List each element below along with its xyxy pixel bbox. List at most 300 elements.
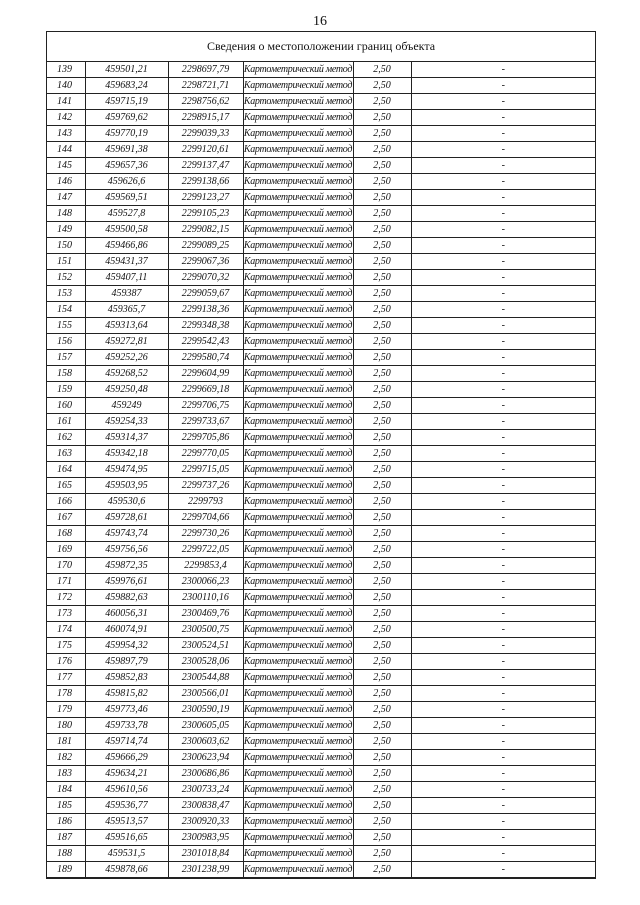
point-number-cell: 163 (47, 446, 85, 462)
point-number-cell: 189 (47, 862, 85, 878)
point-number-cell: 152 (47, 270, 85, 286)
point-number-cell: 160 (47, 398, 85, 414)
method-cell: Картометрический метод (243, 222, 353, 238)
method-cell: Картометрический метод (243, 654, 353, 670)
x-coordinate-cell: 459683,24 (85, 78, 168, 94)
y-coordinate-cell: 2299138,66 (168, 174, 243, 190)
method-cell: Картометрический метод (243, 158, 353, 174)
accuracy-cell: 2,50 (353, 62, 411, 78)
x-coordinate-cell: 459527,8 (85, 206, 168, 222)
accuracy-cell: 2,50 (353, 478, 411, 494)
method-cell: Картометрический метод (243, 862, 353, 878)
point-number-cell: 151 (47, 254, 85, 270)
y-coordinate-cell: 2299770,05 (168, 446, 243, 462)
point-number-cell: 157 (47, 350, 85, 366)
description-cell: - (411, 814, 595, 830)
table-row (47, 766, 595, 782)
y-coordinate-cell: 2299059,67 (168, 286, 243, 302)
y-coordinate-cell: 2300838,47 (168, 798, 243, 814)
table-row (47, 222, 595, 238)
method-cell: Картометрический метод (243, 382, 353, 398)
point-number-cell: 154 (47, 302, 85, 318)
y-coordinate-cell: 2299730,26 (168, 526, 243, 542)
description-cell: - (411, 78, 595, 94)
page-number: 16 (313, 14, 327, 29)
x-coordinate-cell: 459815,82 (85, 686, 168, 702)
x-coordinate-cell: 459715,19 (85, 94, 168, 110)
accuracy-cell: 2,50 (353, 750, 411, 766)
y-coordinate-cell: 2300469,76 (168, 606, 243, 622)
accuracy-cell: 2,50 (353, 670, 411, 686)
point-number-cell: 140 (47, 78, 85, 94)
accuracy-cell: 2,50 (353, 830, 411, 846)
x-coordinate-cell: 459407,11 (85, 270, 168, 286)
table-body (47, 62, 595, 878)
y-coordinate-cell: 2300983,95 (168, 830, 243, 846)
point-number-cell: 179 (47, 702, 85, 718)
method-cell: Картометрический метод (243, 846, 353, 862)
table-row (47, 622, 595, 638)
x-coordinate-cell: 459756,56 (85, 542, 168, 558)
method-cell: Картометрический метод (243, 62, 353, 78)
description-cell: - (411, 862, 595, 878)
x-coordinate-cell: 459769,62 (85, 110, 168, 126)
x-coordinate-cell: 459536,77 (85, 798, 168, 814)
point-number-cell: 188 (47, 846, 85, 862)
description-cell: - (411, 686, 595, 702)
point-number-cell: 180 (47, 718, 85, 734)
description-cell: - (411, 606, 595, 622)
table-row (47, 654, 595, 670)
y-coordinate-cell: 2298756,62 (168, 94, 243, 110)
x-coordinate-cell: 459387 (85, 286, 168, 302)
point-number-cell: 183 (47, 766, 85, 782)
method-cell: Картометрический метод (243, 590, 353, 606)
accuracy-cell: 2,50 (353, 542, 411, 558)
y-coordinate-cell: 2300500,75 (168, 622, 243, 638)
description-cell: - (411, 430, 595, 446)
accuracy-cell: 2,50 (353, 814, 411, 830)
method-cell: Картометрический метод (243, 542, 353, 558)
accuracy-cell: 2,50 (353, 558, 411, 574)
y-coordinate-cell: 2299580,74 (168, 350, 243, 366)
point-number-cell: 174 (47, 622, 85, 638)
x-coordinate-cell: 459500,58 (85, 222, 168, 238)
y-coordinate-cell: 2299705,86 (168, 430, 243, 446)
point-number-cell: 173 (47, 606, 85, 622)
x-coordinate-cell: 459872,35 (85, 558, 168, 574)
table-row (47, 238, 595, 254)
accuracy-cell: 2,50 (353, 462, 411, 478)
description-cell: - (411, 414, 595, 430)
point-number-cell: 168 (47, 526, 85, 542)
point-number-cell: 144 (47, 142, 85, 158)
x-coordinate-cell: 459691,38 (85, 142, 168, 158)
y-coordinate-cell: 2300110,16 (168, 590, 243, 606)
x-coordinate-cell: 460056,31 (85, 606, 168, 622)
accuracy-cell: 2,50 (353, 254, 411, 270)
y-coordinate-cell: 2298915,17 (168, 110, 243, 126)
table-row (47, 734, 595, 750)
x-coordinate-cell: 459733,78 (85, 718, 168, 734)
y-coordinate-cell: 2299733,67 (168, 414, 243, 430)
x-coordinate-cell: 459530,6 (85, 494, 168, 510)
table-row (47, 846, 595, 862)
method-cell: Картометрический метод (243, 206, 353, 222)
description-cell: - (411, 670, 595, 686)
boundary-table-sheet (46, 31, 596, 879)
method-cell: Картометрический метод (243, 94, 353, 110)
method-cell: Картометрический метод (243, 238, 353, 254)
x-coordinate-cell: 459852,83 (85, 670, 168, 686)
y-coordinate-cell: 2298721,71 (168, 78, 243, 94)
y-coordinate-cell: 2300566,01 (168, 686, 243, 702)
x-coordinate-cell: 459610,56 (85, 782, 168, 798)
description-cell: - (411, 366, 595, 382)
table-row (47, 494, 595, 510)
method-cell: Картометрический метод (243, 798, 353, 814)
method-cell: Картометрический метод (243, 126, 353, 142)
description-cell: - (411, 622, 595, 638)
description-cell: - (411, 750, 595, 766)
table-row (47, 510, 595, 526)
method-cell: Картометрический метод (243, 734, 353, 750)
x-coordinate-cell: 459313,64 (85, 318, 168, 334)
method-cell: Картометрический метод (243, 766, 353, 782)
point-number-cell: 182 (47, 750, 85, 766)
table-row (47, 254, 595, 270)
accuracy-cell: 2,50 (353, 526, 411, 542)
accuracy-cell: 2,50 (353, 782, 411, 798)
accuracy-cell: 2,50 (353, 638, 411, 654)
x-coordinate-cell: 460074,91 (85, 622, 168, 638)
description-cell: - (411, 110, 595, 126)
method-cell: Картометрический метод (243, 574, 353, 590)
description-cell: - (411, 542, 595, 558)
method-cell: Картометрический метод (243, 782, 353, 798)
point-number-cell: 155 (47, 318, 85, 334)
y-coordinate-cell: 2299123,27 (168, 190, 243, 206)
accuracy-cell: 2,50 (353, 110, 411, 126)
method-cell: Картометрический метод (243, 190, 353, 206)
point-number-cell: 181 (47, 734, 85, 750)
description-cell: - (411, 398, 595, 414)
y-coordinate-cell: 2299737,26 (168, 478, 243, 494)
accuracy-cell: 2,50 (353, 302, 411, 318)
y-coordinate-cell: 2299706,75 (168, 398, 243, 414)
x-coordinate-cell: 459569,51 (85, 190, 168, 206)
table-row (47, 782, 595, 798)
accuracy-cell: 2,50 (353, 174, 411, 190)
method-cell: Картометрический метод (243, 510, 353, 526)
accuracy-cell: 2,50 (353, 766, 411, 782)
table-row (47, 414, 595, 430)
point-number-cell: 145 (47, 158, 85, 174)
y-coordinate-cell: 2299070,32 (168, 270, 243, 286)
description-cell: - (411, 558, 595, 574)
description-cell: - (411, 254, 595, 270)
y-coordinate-cell: 2300623,94 (168, 750, 243, 766)
accuracy-cell: 2,50 (353, 846, 411, 862)
y-coordinate-cell: 2300066,23 (168, 574, 243, 590)
table-row (47, 78, 595, 94)
table-row (47, 702, 595, 718)
y-coordinate-cell: 2300524,51 (168, 638, 243, 654)
y-coordinate-cell: 2299669,18 (168, 382, 243, 398)
accuracy-cell: 2,50 (353, 382, 411, 398)
accuracy-cell: 2,50 (353, 494, 411, 510)
accuracy-cell: 2,50 (353, 590, 411, 606)
description-cell: - (411, 222, 595, 238)
table-row (47, 558, 595, 574)
point-number-cell: 164 (47, 462, 85, 478)
y-coordinate-cell: 2301238,99 (168, 862, 243, 878)
point-number-cell: 175 (47, 638, 85, 654)
point-number-cell: 169 (47, 542, 85, 558)
description-cell: - (411, 238, 595, 254)
description-cell: - (411, 846, 595, 862)
accuracy-cell: 2,50 (353, 606, 411, 622)
accuracy-cell: 2,50 (353, 734, 411, 750)
table-row (47, 366, 595, 382)
description-cell: - (411, 638, 595, 654)
method-cell: Картометрический метод (243, 78, 353, 94)
method-cell: Картометрический метод (243, 110, 353, 126)
x-coordinate-cell: 459666,29 (85, 750, 168, 766)
point-number-cell: 167 (47, 510, 85, 526)
accuracy-cell: 2,50 (353, 286, 411, 302)
y-coordinate-cell: 2299604,99 (168, 366, 243, 382)
point-number-cell: 153 (47, 286, 85, 302)
table-row (47, 382, 595, 398)
description-cell: - (411, 830, 595, 846)
table-row (47, 190, 595, 206)
point-number-cell: 150 (47, 238, 85, 254)
x-coordinate-cell: 459531,5 (85, 846, 168, 862)
table-row (47, 174, 595, 190)
y-coordinate-cell: 2299137,47 (168, 158, 243, 174)
x-coordinate-cell: 459897,79 (85, 654, 168, 670)
y-coordinate-cell: 2299704,66 (168, 510, 243, 526)
accuracy-cell: 2,50 (353, 158, 411, 174)
method-cell: Картометрический метод (243, 462, 353, 478)
table-row (47, 158, 595, 174)
method-cell: Картометрический метод (243, 334, 353, 350)
method-cell: Картометрический метод (243, 606, 353, 622)
point-number-cell: 170 (47, 558, 85, 574)
method-cell: Картометрический метод (243, 254, 353, 270)
description-cell: - (411, 478, 595, 494)
description-cell: - (411, 62, 595, 78)
method-cell: Картометрический метод (243, 670, 353, 686)
description-cell: - (411, 702, 595, 718)
table-row (47, 718, 595, 734)
y-coordinate-cell: 2300544,88 (168, 670, 243, 686)
x-coordinate-cell: 459976,61 (85, 574, 168, 590)
x-coordinate-cell: 459516,65 (85, 830, 168, 846)
table-row (47, 542, 595, 558)
point-number-cell: 177 (47, 670, 85, 686)
point-number-cell: 178 (47, 686, 85, 702)
table-row (47, 526, 595, 542)
table-row (47, 750, 595, 766)
x-coordinate-cell: 459272,81 (85, 334, 168, 350)
point-number-cell: 156 (47, 334, 85, 350)
description-cell: - (411, 590, 595, 606)
method-cell: Картометрический метод (243, 446, 353, 462)
point-number-cell: 176 (47, 654, 85, 670)
accuracy-cell: 2,50 (353, 350, 411, 366)
description-cell: - (411, 302, 595, 318)
description-cell: - (411, 318, 595, 334)
point-number-cell: 141 (47, 94, 85, 110)
method-cell: Картометрический метод (243, 558, 353, 574)
accuracy-cell: 2,50 (353, 142, 411, 158)
y-coordinate-cell: 2299793 (168, 494, 243, 510)
accuracy-cell: 2,50 (353, 190, 411, 206)
x-coordinate-cell: 459714,74 (85, 734, 168, 750)
method-cell: Картометрический метод (243, 350, 353, 366)
accuracy-cell: 2,50 (353, 686, 411, 702)
accuracy-cell: 2,50 (353, 654, 411, 670)
method-cell: Картометрический метод (243, 318, 353, 334)
method-cell: Картометрический метод (243, 750, 353, 766)
point-number-cell: 158 (47, 366, 85, 382)
table-row (47, 286, 595, 302)
method-cell: Картометрический метод (243, 174, 353, 190)
accuracy-cell: 2,50 (353, 78, 411, 94)
y-coordinate-cell: 2299348,38 (168, 318, 243, 334)
y-coordinate-cell: 2299853,4 (168, 558, 243, 574)
table-row (47, 62, 595, 78)
description-cell: - (411, 782, 595, 798)
y-coordinate-cell: 2299138,36 (168, 302, 243, 318)
method-cell: Картометрический метод (243, 702, 353, 718)
point-number-cell: 162 (47, 430, 85, 446)
table-row (47, 446, 595, 462)
y-coordinate-cell: 2300528,06 (168, 654, 243, 670)
description-cell: - (411, 142, 595, 158)
description-cell: - (411, 798, 595, 814)
x-coordinate-cell: 459365,7 (85, 302, 168, 318)
method-cell: Картометрический метод (243, 430, 353, 446)
description-cell: - (411, 462, 595, 478)
point-number-cell: 172 (47, 590, 85, 606)
x-coordinate-cell: 459743,74 (85, 526, 168, 542)
description-cell: - (411, 382, 595, 398)
accuracy-cell: 2,50 (353, 446, 411, 462)
point-number-cell: 161 (47, 414, 85, 430)
method-cell: Картометрический метод (243, 830, 353, 846)
accuracy-cell: 2,50 (353, 334, 411, 350)
accuracy-cell: 2,50 (353, 222, 411, 238)
description-cell: - (411, 174, 595, 190)
accuracy-cell: 2,50 (353, 862, 411, 878)
method-cell: Картометрический метод (243, 414, 353, 430)
y-coordinate-cell: 2300605,05 (168, 718, 243, 734)
method-cell: Картометрический метод (243, 814, 353, 830)
table-row (47, 574, 595, 590)
method-cell: Картометрический метод (243, 686, 353, 702)
table-row (47, 478, 595, 494)
method-cell: Картометрический метод (243, 478, 353, 494)
x-coordinate-cell: 459626,6 (85, 174, 168, 190)
description-cell: - (411, 654, 595, 670)
y-coordinate-cell: 2299089,25 (168, 238, 243, 254)
y-coordinate-cell: 2300603,62 (168, 734, 243, 750)
table-row (47, 110, 595, 126)
x-coordinate-cell: 459878,66 (85, 862, 168, 878)
x-coordinate-cell: 459254,33 (85, 414, 168, 430)
accuracy-cell: 2,50 (353, 318, 411, 334)
point-number-cell: 143 (47, 126, 85, 142)
table-row (47, 302, 595, 318)
method-cell: Картометрический метод (243, 622, 353, 638)
x-coordinate-cell: 459249 (85, 398, 168, 414)
table-row (47, 638, 595, 654)
x-coordinate-cell: 459773,46 (85, 702, 168, 718)
description-cell: - (411, 510, 595, 526)
method-cell: Картометрический метод (243, 366, 353, 382)
description-cell: - (411, 526, 595, 542)
description-cell: - (411, 158, 595, 174)
table-row (47, 462, 595, 478)
description-cell: - (411, 286, 595, 302)
accuracy-cell: 2,50 (353, 574, 411, 590)
table-row (47, 606, 595, 622)
table-row (47, 126, 595, 142)
table-row (47, 398, 595, 414)
x-coordinate-cell: 459513,57 (85, 814, 168, 830)
y-coordinate-cell: 2300920,33 (168, 814, 243, 830)
x-coordinate-cell: 459268,52 (85, 366, 168, 382)
method-cell: Картометрический метод (243, 494, 353, 510)
x-coordinate-cell: 459250,48 (85, 382, 168, 398)
table-row (47, 814, 595, 830)
y-coordinate-cell: 2299542,43 (168, 334, 243, 350)
table-row (47, 142, 595, 158)
point-number-cell: 171 (47, 574, 85, 590)
y-coordinate-cell: 2299120,61 (168, 142, 243, 158)
accuracy-cell: 2,50 (353, 414, 411, 430)
x-coordinate-cell: 459954,32 (85, 638, 168, 654)
accuracy-cell: 2,50 (353, 366, 411, 382)
x-coordinate-cell: 459634,21 (85, 766, 168, 782)
description-cell: - (411, 718, 595, 734)
point-number-cell: 165 (47, 478, 85, 494)
y-coordinate-cell: 2299039,33 (168, 126, 243, 142)
y-coordinate-cell: 2300590,19 (168, 702, 243, 718)
method-cell: Картометрический метод (243, 286, 353, 302)
x-coordinate-cell: 459882,63 (85, 590, 168, 606)
description-cell: - (411, 334, 595, 350)
accuracy-cell: 2,50 (353, 430, 411, 446)
description-cell: - (411, 734, 595, 750)
table-row (47, 270, 595, 286)
table-row (47, 334, 595, 350)
point-number-cell: 139 (47, 62, 85, 78)
method-cell: Картометрический метод (243, 526, 353, 542)
x-coordinate-cell: 459657,36 (85, 158, 168, 174)
description-cell: - (411, 206, 595, 222)
table-row (47, 430, 595, 446)
description-cell: - (411, 494, 595, 510)
point-number-cell: 185 (47, 798, 85, 814)
accuracy-cell: 2,50 (353, 270, 411, 286)
table-row (47, 590, 595, 606)
boundary-coordinates-table (47, 62, 595, 878)
x-coordinate-cell: 459342,18 (85, 446, 168, 462)
